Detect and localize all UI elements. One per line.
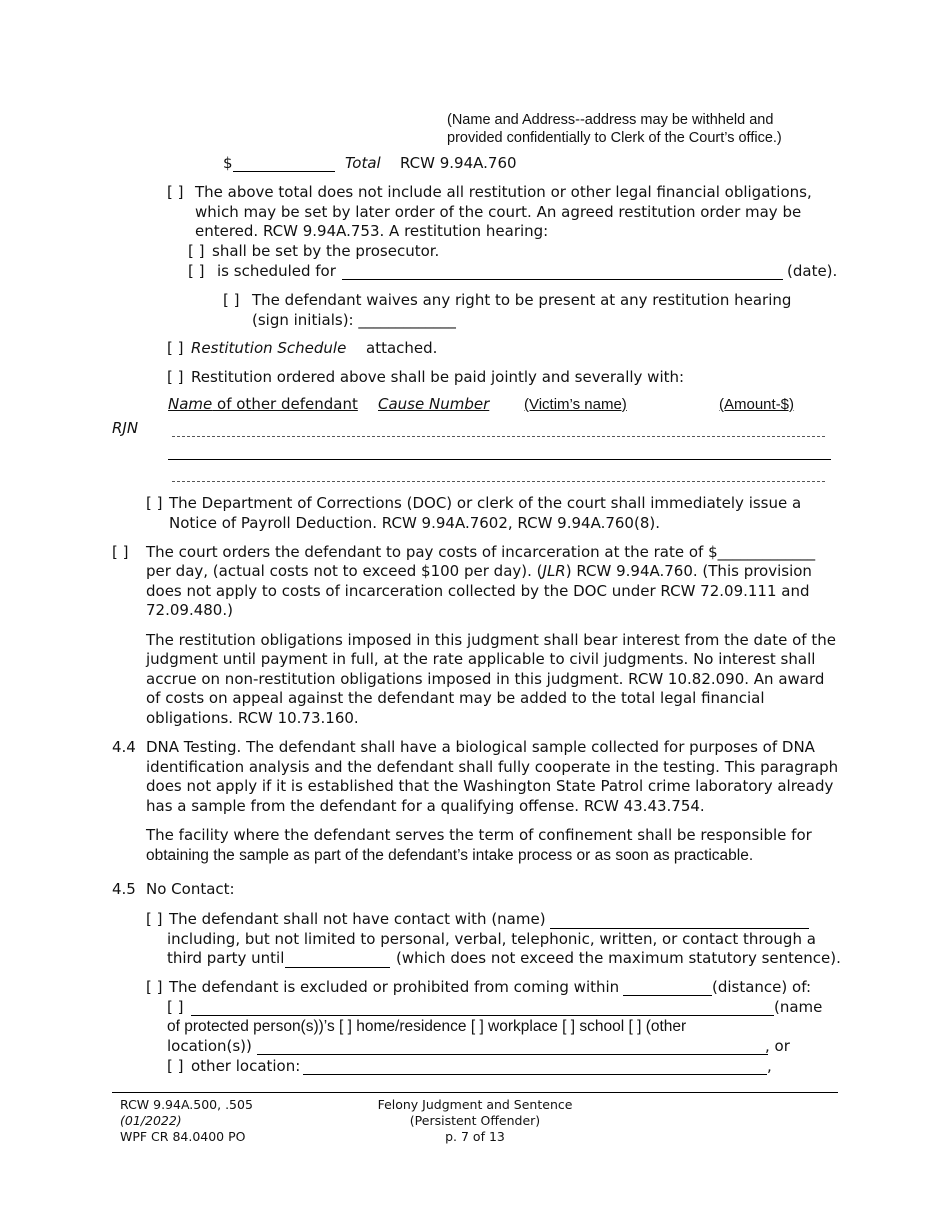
- footer-page-number: p. 7 of 13: [445, 1129, 505, 1144]
- interest-text-4: of costs on appeal against the defendant may be added to the total legal financial: [146, 689, 765, 707]
- waive-text-2: (sign initials): _____________: [252, 311, 456, 329]
- scheduled-text: is scheduled for: [217, 262, 336, 280]
- jointly-checkbox[interactable]: [ ]: [167, 368, 184, 386]
- facility-text-1: The facility where the defendant serves the term of confinement shall be responsible for: [146, 826, 812, 844]
- name-address-note-2: provided confidentially to Clerk of the Court’s office.): [447, 130, 782, 146]
- schedule-title: Restitution Schedule: [191, 339, 347, 357]
- dna-text-1: The defendant shall have a biological sample collected for purposes of DNA: [246, 738, 815, 756]
- rjn-label: RJN: [112, 419, 139, 437]
- dna-heading: DNA Testing.: [146, 738, 242, 756]
- interest-text-3: accrue on non-restitution obligations imposed in this judgment. RCW 10.82.090. An award: [146, 670, 825, 688]
- no-contact-text-2: including, but not limited to personal, verbal, telephonic, written, or contact through a: [167, 930, 816, 948]
- other-locations-field[interactable]: [257, 1054, 768, 1055]
- doc-checkbox[interactable]: [ ]: [146, 494, 163, 512]
- protected-person-name-field[interactable]: [191, 1015, 774, 1016]
- incarceration-text-2a: per day, (actual costs not to exceed $100 per day). (: [146, 562, 543, 580]
- no-contact-section-number: 4.5: [112, 880, 136, 898]
- prosecutor-text: shall be set by the prosecutor.: [212, 242, 440, 260]
- codefendant-row-2[interactable]: [168, 459, 831, 460]
- schedule-checkbox[interactable]: [ ]: [167, 339, 184, 357]
- protected-person-checkbox[interactable]: [ ]: [167, 998, 184, 1016]
- not-include-checkbox[interactable]: [ ]: [167, 183, 184, 201]
- dna-text-2: identification analysis and the defendant shall fully cooperate in the testing. This paragraph: [146, 758, 839, 776]
- excluded-checkbox[interactable]: [ ]: [146, 978, 163, 996]
- footer-date: (01/2022): [120, 1113, 182, 1128]
- prosecutor-checkbox[interactable]: [ ]: [188, 242, 205, 260]
- incarceration-checkbox[interactable]: [ ]: [112, 543, 129, 561]
- doc-text-2: Notice of Payroll Deduction. RCW 9.94A.7602, RCW 9.94A.760(8).: [169, 514, 660, 532]
- footer-form-number: WPF CR 84.0400 PO: [120, 1129, 246, 1144]
- distance-field[interactable]: [623, 995, 712, 996]
- other-location-label: other location:: [191, 1057, 301, 1075]
- dna-text-4: has a sample from the defendant for a qualifying offense. RCW 43.43.754.: [146, 797, 705, 815]
- hearing-date-field[interactable]: [342, 279, 783, 280]
- waive-text-1: The defendant waives any right to be present at any restitution hearing: [252, 291, 792, 309]
- incarceration-text-1: The court orders the defendant to pay costs of incarceration at the rate of $_____________: [146, 543, 816, 561]
- incarceration-text-3: does not apply to costs of incarceration collected by the DOC under RCW 72.09.111 and: [146, 582, 810, 600]
- interest-text-2: judgment until payment in full, at the rate applicable to civil judgments. No interest shall: [146, 650, 816, 668]
- total-label: Total: [345, 154, 381, 172]
- jlr-label: JLR: [542, 562, 566, 580]
- footer-rcw: RCW 9.94A.500, .505: [120, 1097, 253, 1112]
- locations-label: location(s)): [167, 1037, 252, 1055]
- no-contact-text-1: The defendant shall not have contact with (name): [169, 910, 546, 928]
- until-date-field[interactable]: [285, 967, 390, 968]
- incarceration-text-2: [146, 562, 812, 582]
- incarceration-text-2b: ) RCW 9.94A.760. (This provision: [565, 562, 812, 580]
- other-location-comma: ,: [767, 1057, 772, 1075]
- date-label: (date).: [787, 262, 838, 280]
- scheduled-checkbox[interactable]: [ ]: [188, 262, 205, 280]
- dna-line-1: [146, 738, 815, 758]
- contact-name-field[interactable]: [550, 928, 809, 929]
- third-party-text: third party until: [167, 949, 285, 967]
- schedule-attached: attached.: [366, 339, 438, 357]
- col-amount-header: (Amount-$): [719, 396, 795, 413]
- no-contact-checkbox[interactable]: [ ]: [146, 910, 163, 928]
- jointly-text: Restitution ordered above shall be paid jointly and severally with:: [191, 368, 685, 386]
- facility-text-2: obtaining the sample as part of the defendant’s intake process or as soon as practicable.: [146, 847, 754, 864]
- name-address-note-1: (Name and Address--address may be withheld and: [447, 112, 774, 128]
- col-cause-header: Cause Number: [378, 395, 490, 413]
- protected-locations-text: of protected person(s))’s [ ] home/residence [ ] workplace [ ] school [ ] (other: [167, 1018, 687, 1035]
- no-contact-heading: No Contact:: [146, 880, 235, 898]
- codefendant-row-1[interactable]: [172, 436, 825, 437]
- not-include-text-3: entered. RCW 9.94A.753. A restitution hearing:: [195, 222, 549, 240]
- dna-text-3: does not apply if it is established that the Washington State Patrol crime laboratory already: [146, 777, 834, 795]
- excluded-text: The defendant is excluded or prohibited from coming within: [169, 978, 620, 996]
- interest-text-1: The restitution obligations imposed in this judgment shall bear interest from the date of the: [146, 631, 836, 649]
- other-location-checkbox[interactable]: [ ]: [167, 1057, 184, 1075]
- footer-title: Felony Judgment and Sentence: [377, 1097, 573, 1112]
- doc-text-1: The Department of Corrections (DOC) or clerk of the court shall immediately issue a: [169, 494, 802, 512]
- footer-subtitle: (Persistent Offender): [409, 1113, 541, 1128]
- footer-divider: [112, 1092, 838, 1093]
- distance-label: (distance) of:: [712, 978, 812, 996]
- total-rcw: RCW 9.94A.760: [400, 154, 517, 172]
- total-amount-field[interactable]: [233, 171, 335, 172]
- codefendant-row-3[interactable]: [172, 481, 825, 482]
- interest-text-5: obligations. RCW 10.73.160.: [146, 709, 359, 727]
- not-include-text-1: The above total does not include all restitution or other legal financial obligations,: [195, 183, 812, 201]
- name-paren-label: (name: [774, 998, 823, 1016]
- incarceration-text-4: 72.09.480.): [146, 601, 233, 619]
- dna-section-number: 4.4: [112, 738, 136, 756]
- max-sentence-text: (which does not exceed the maximum statutory sentence).: [396, 949, 841, 967]
- other-location-field[interactable]: [303, 1074, 767, 1075]
- total-dollar-sign: $: [223, 154, 233, 172]
- col-victim-header: (Victim’s name): [524, 396, 627, 413]
- col-name-rest: of other defendant: [212, 395, 358, 413]
- or-label: , or: [765, 1037, 790, 1055]
- waive-checkbox[interactable]: [ ]: [223, 291, 240, 309]
- not-include-text-2: which may be set by later order of the court. An agreed restitution order may be: [195, 203, 802, 221]
- col-name-header: [168, 395, 358, 415]
- col-name-word: Name: [168, 395, 213, 413]
